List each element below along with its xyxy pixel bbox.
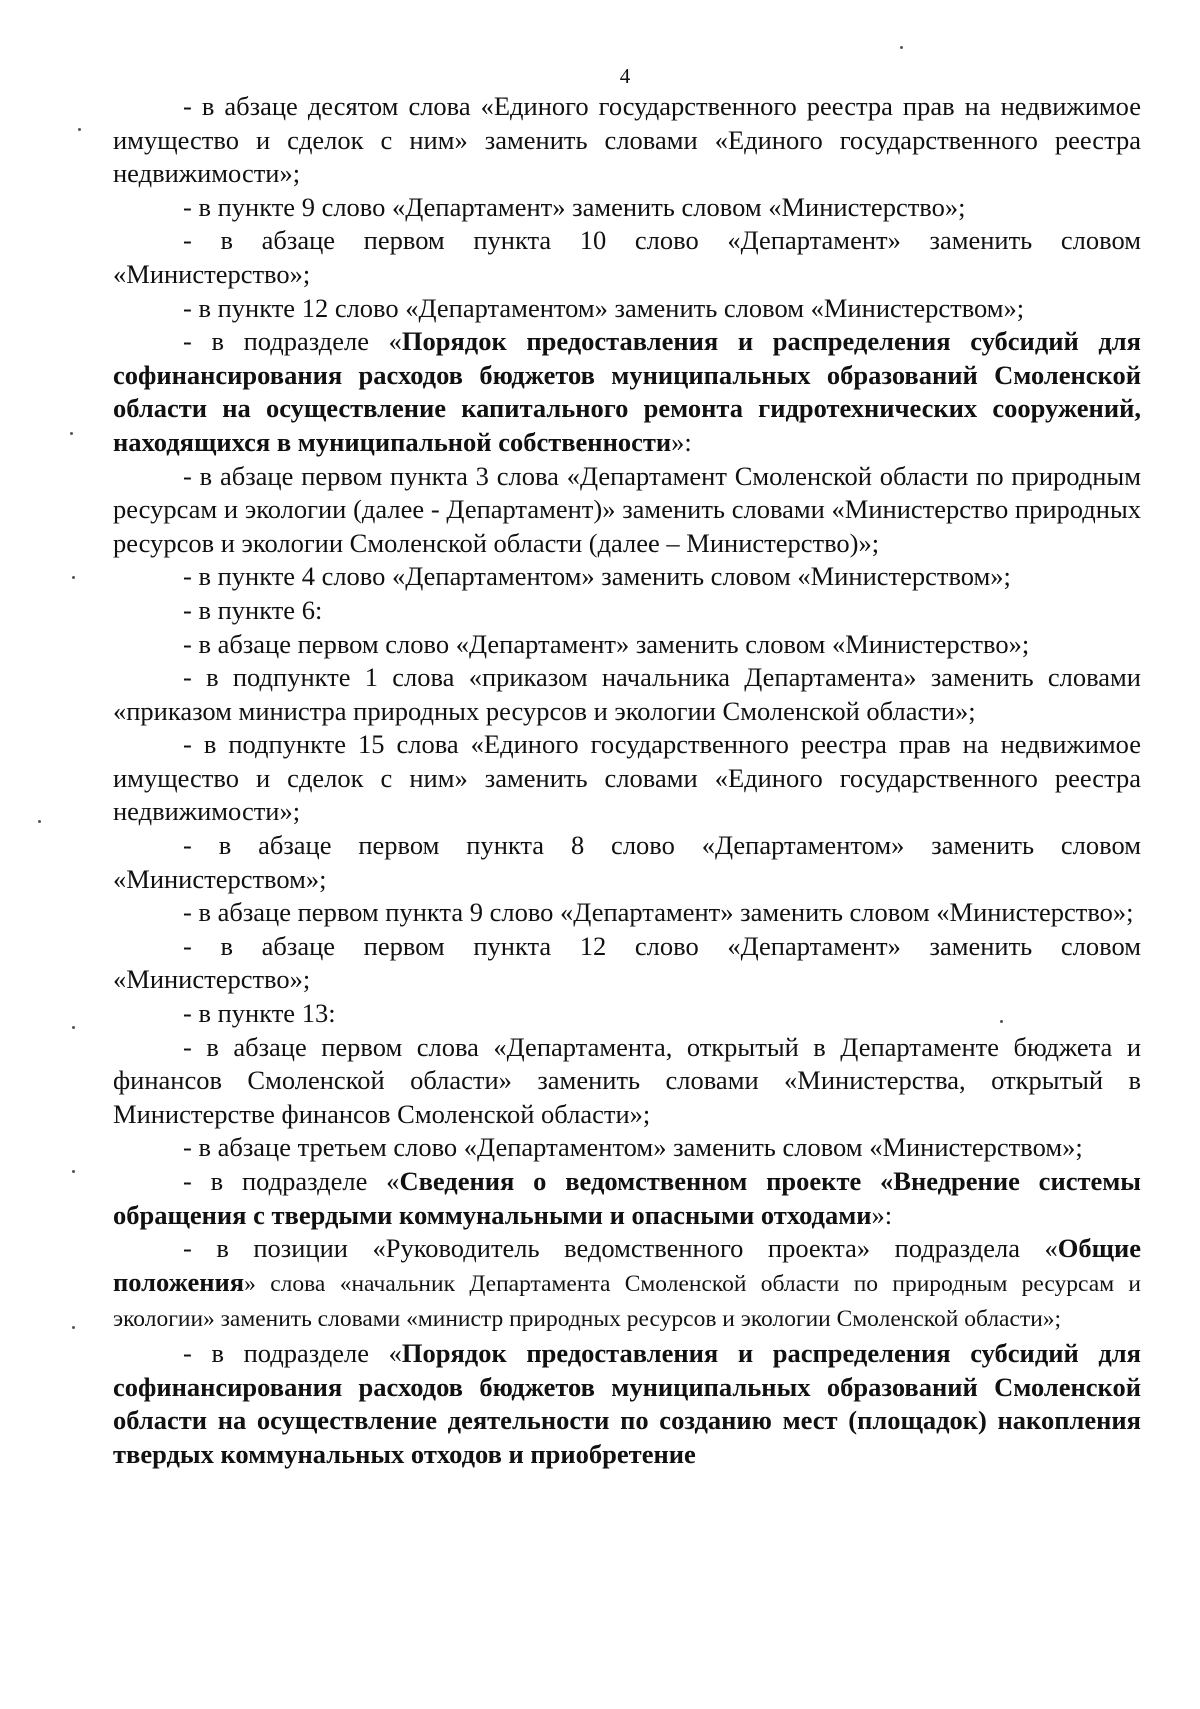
subsection-title: Общие положения (113, 1233, 1141, 1297)
amendment-paragraph: - в пункте 4 слово «Департаментом» заменить словом «Министерством»; (183, 561, 1011, 592)
subsection-title: Порядок предоставления и распределения субсидий для софинансирования расходов бюджетов муниципальных образований Смоленской области на осуществление деятельности по созданию мест (площадок) накопления твердых коммунальных отходов и приобретение (113, 1337, 1141, 1469)
scan-speck (72, 576, 75, 579)
subsection-heading-paragraph: - в подразделе «Порядок предоставления и распределения субсидий для софинансирования расходов бюджетов муниципальных образований Смоленской области на осуществление деятельности по созданию мест (площадок) накопления твердых коммунальных отходов и приобретение (113, 1337, 1141, 1469)
amendment-paragraph: - в абзаце первом пункта 9 слово «Департамент» заменить словом «Министерство»; (183, 897, 1134, 928)
scan-speck (900, 46, 903, 49)
amendment-paragraph: - в абзаце первом пункта 8 слово «Департаментом» заменить словом «Министерством»; (113, 830, 1141, 894)
amendment-paragraph: - в абзаце первом слова «Департамента, открытый в Департаменте бюджета и финансов Смоленской области» заменить словами «Министерства, открытый в Министерстве финансов Смоленской области»; (113, 1031, 1141, 1129)
amendment-paragraph: - в абзаце первом пункта 10 слово «Департамент» заменить словом «Министерство»; (113, 225, 1141, 289)
amendment-paragraph: - в позиции «Руководитель ведомственного проекта» подраздела «Общие положения» слова «начальник Департамента Смоленской области по природным ресурсам и экологии» заменить словами «министр природных ресурсов и экологии Смоленской области»; (113, 1233, 1141, 1333)
document-body (113, 90, 1141, 1471)
amendment-paragraph: - в абзаце третьем слово «Департаментом» заменить словом «Министерством»; (183, 1132, 1083, 1163)
subsection-heading-paragraph: - в подразделе «Сведения о ведомственном проекте «Внедрение системы обращения с твердыми коммунальными и опасными отходами»: (113, 1166, 1141, 1230)
amendment-paragraph: - в пункте 13: (183, 998, 336, 1029)
subsection-heading-paragraph: - в подразделе «Порядок предоставления и распределения субсидий для софинансирования расходов бюджетов муниципальных образований Смоленской области на осуществление капитального ремонта гидротехнических сооружений, находящихся в муниципальной собственности»: (113, 326, 1141, 457)
scan-speck (38, 820, 41, 823)
amendment-paragraph: - в пункте 12 слово «Департаментом» заменить словом «Министерством»; (183, 292, 1025, 323)
amendment-paragraph: - в абзаце первом слово «Департамент» заменить словом «Министерство»; (183, 628, 1030, 659)
amendment-paragraph: - в подпункте 15 слова «Единого государственного реестра прав на недвижимое имущество и сделок с ним» заменить словами «Единого государственного реестра недвижимости»; (113, 729, 1141, 827)
amendment-paragraph: - в абзаце первом пункта 3 слова «Департамент Смоленской области по природным ресурсам и экологии (далее - Департамент)» заменить словами «Министерство природных ресурсов и экологии Смоленской области (далее – Министерство)»; (113, 460, 1141, 558)
amendment-paragraph: - в абзаце первом пункта 12 слово «Департамент» заменить словом «Министерство»; (113, 930, 1141, 995)
subsection-title: Порядок предоставления и распределения субсидий для софинансирования расходов бюджетов муниципальных образований Смоленской области на осуществление капитального ремонта гидротехнических сооружений, находящихся в муниципальной собственности (113, 326, 1141, 457)
scan-speck (78, 128, 81, 131)
scan-speck (70, 432, 73, 435)
page-number: 4 (619, 64, 631, 88)
scan-speck (72, 1326, 75, 1329)
amendment-paragraph: - в подпункте 1 слова «приказом начальника Департамента» заменить словами «приказом министра природных ресурсов и экологии Смоленской области»; (113, 662, 1141, 726)
amendment-paragraph: - в пункте 6: (183, 594, 323, 625)
amendment-paragraph: - в абзаце десятом слова «Единого государственного реестра прав на недвижимое имущество и сделок с ним» заменить словами «Единого государственного реестра недвижимости»; (113, 91, 1141, 189)
scan-speck (72, 1026, 75, 1029)
subsection-title: Сведения о ведомственном проекте «Внедрение системы обращения с твердыми коммунальными и опасными отходами (113, 1166, 1141, 1230)
amendment-paragraph: - в пункте 9 слово «Департамент» заменить словом «Министерство»; (183, 191, 966, 222)
scan-speck (72, 1170, 75, 1173)
